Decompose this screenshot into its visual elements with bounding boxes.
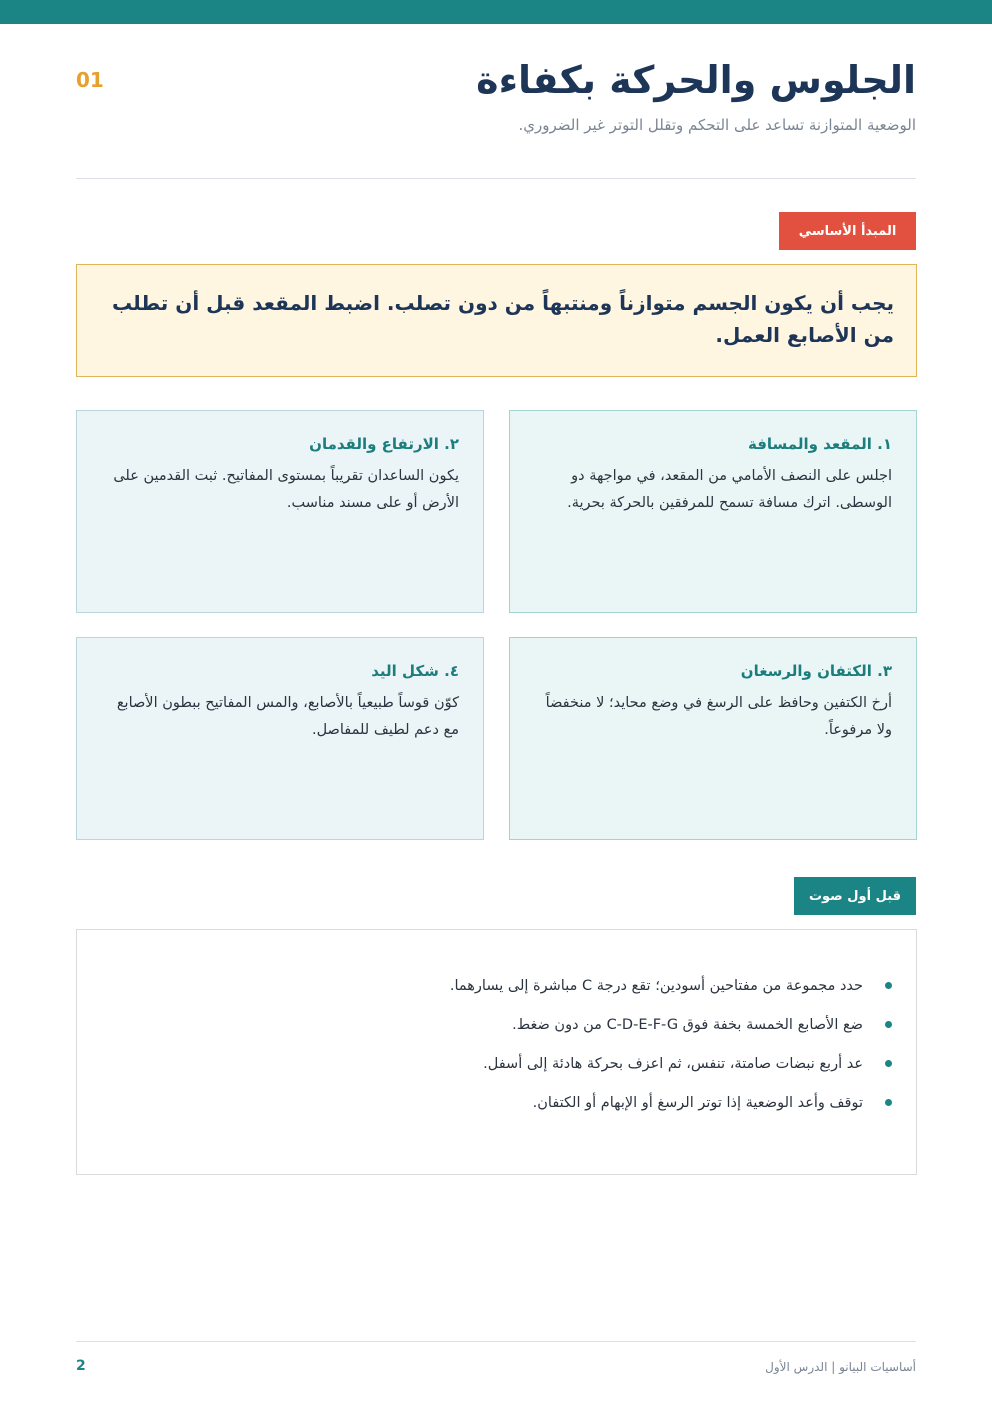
bullet-dot-icon bbox=[885, 1021, 892, 1028]
footer-page-number: 2 bbox=[76, 1358, 86, 1374]
card-body: يكون الساعدان تقريباً بمستوى المفاتيح. ثبت القدمين على الأرض أو على مسند مناسب. bbox=[113, 468, 459, 511]
bullet-dot-icon bbox=[885, 1099, 892, 1106]
principle-tag: المبدأ الأساسي bbox=[779, 212, 916, 250]
card-title: ٢. الارتفاع والقدمان bbox=[309, 435, 459, 453]
bullet-dot-icon bbox=[885, 982, 892, 989]
list-item-text: توقف وأعد الوضعية إذا توتر الرسغ أو الإبهام أو الكتفان. bbox=[532, 1094, 863, 1111]
card-height-feet bbox=[76, 410, 484, 613]
card-title: ٤. شكل اليد bbox=[371, 662, 459, 680]
header-divider bbox=[76, 178, 916, 179]
list-item bbox=[101, 1044, 892, 1083]
footer-divider bbox=[76, 1341, 916, 1342]
card-seat-distance bbox=[509, 410, 917, 613]
principle-callout bbox=[76, 264, 917, 377]
list-item bbox=[101, 1005, 892, 1044]
card-body: كوّن قوساً طبيعياً بالأصابع، والمس المفاتيح ببطون الأصابع مع دعم لطيف للمفاصل. bbox=[116, 695, 459, 738]
card-title: ٣. الكتفان والرسغان bbox=[740, 662, 892, 680]
list-item-text: حدد مجموعة من مفتاحين أسودين؛ تقع درجة C مباشرة إلى يسارهما. bbox=[449, 977, 863, 994]
page-title: الجلوس والحركة بكفاءة bbox=[476, 58, 916, 102]
list-item bbox=[101, 1083, 892, 1122]
principle-text: يجب أن يكون الجسم متوازناً ومنتبهاً من دون تصلب. اضبط المقعد قبل أن تطلب من الأصابع العمل. bbox=[111, 291, 894, 347]
footer-course-label: أساسيات البيانو | الدرس الأول bbox=[765, 1360, 916, 1374]
page-subtitle: الوضعية المتوازنة تساعد على التحكم وتقلل التوتر غير الضروري. bbox=[518, 116, 916, 134]
list-item bbox=[101, 966, 892, 1005]
section-number: 01 bbox=[76, 68, 104, 92]
card-shoulders-wrists bbox=[509, 637, 917, 840]
card-hand-shape bbox=[76, 637, 484, 840]
list-item-text: ضع الأصابع الخمسة بخفة فوق C-D-E-F-G من دون ضغط. bbox=[512, 1016, 863, 1033]
checklist-tag: قبل أول صوت bbox=[794, 877, 916, 915]
list-item-text: عد أربع نبضات صامتة، تنفس، ثم اعزف بحركة هادئة إلى أسفل. bbox=[483, 1055, 863, 1072]
top-accent-bar bbox=[0, 0, 992, 24]
card-title: ١. المقعد والمسافة bbox=[747, 435, 892, 453]
checklist bbox=[76, 929, 917, 1175]
card-body: اجلس على النصف الأمامي من المقعد، في مواجهة دو الوسطى. اترك مسافة تسمح للمرفقين بالحركة بحرية. bbox=[567, 468, 892, 511]
card-body: أرخ الكتفين وحافظ على الرسغ في وضع محايد؛ لا منخفضاً ولا مرفوعاً. bbox=[545, 695, 892, 738]
bullet-dot-icon bbox=[885, 1060, 892, 1067]
